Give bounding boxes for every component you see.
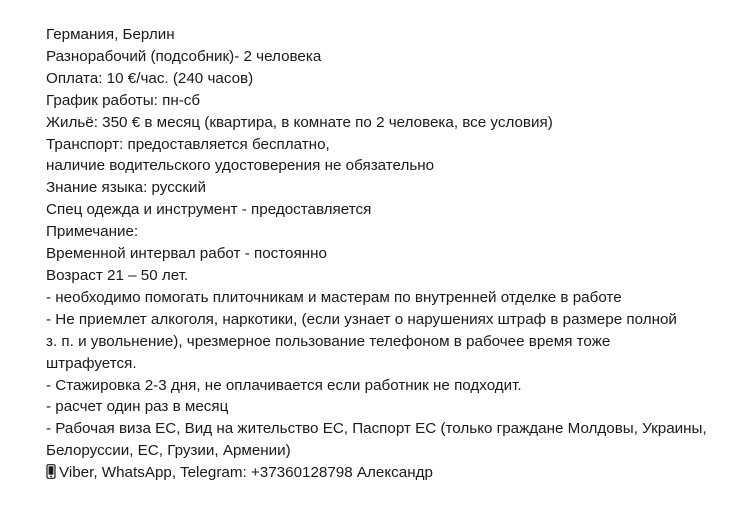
text-line: Примечание: [46,223,139,241]
text-line: Временной интервал работ - постоянно [46,245,327,263]
contact-text: Viber, WhatsApp, Telegram: +37360128798 Александр [59,464,433,482]
job-posting-text [46,24,750,484]
text-line: - расчет один раз в месяц [46,398,229,416]
text-line: Возраст 21 – 50 лет. [46,266,189,284]
text-line: График работы: пн-сб [46,91,201,109]
text-line: Белоруссии, ЕС, Грузии, Армении) [46,442,291,460]
text-line: - Стажировка 2-3 дня, не оплачивается если работник не подходит. [46,376,522,394]
text-line: Оплата: 10 €/час. (240 часов) [46,69,254,87]
text-line: Знание языка: русский [46,179,207,197]
text-line: штрафуется. [46,354,137,372]
text-line: наличие водительского удостоверения не обязательно [46,157,435,175]
text-line: з. п. и увольнение), чрезмерное пользование телефоном в рабочее время тоже [46,332,611,350]
text-line: Спец одежда и инструмент - предоставляется [46,201,372,219]
text-line: Жильё: 350 € в месяц (квартира, в комнате по 2 человека, все условия) [46,113,553,131]
text-line: Разнорабочий (подсобник)- 2 человека [46,47,322,65]
text-line: - Не приемлет алкоголя, наркотики, (если узнает о нарушениях штраф в размере полной [46,310,677,328]
text-line: - необходимо помогать плиточникам и мастерам по внутренней отделке в работе [46,288,622,306]
text-line: - Рабочая виза ЕС, Вид на жительство ЕС, Паспорт ЕС (только граждане Молдовы, Украины, [46,420,707,438]
contact-line [46,462,750,484]
mobile-phone-icon [46,464,56,479]
text-line: Транспорт: предоставляется бесплатно, [46,135,330,153]
text-line: Германия, Берлин [46,26,175,43]
